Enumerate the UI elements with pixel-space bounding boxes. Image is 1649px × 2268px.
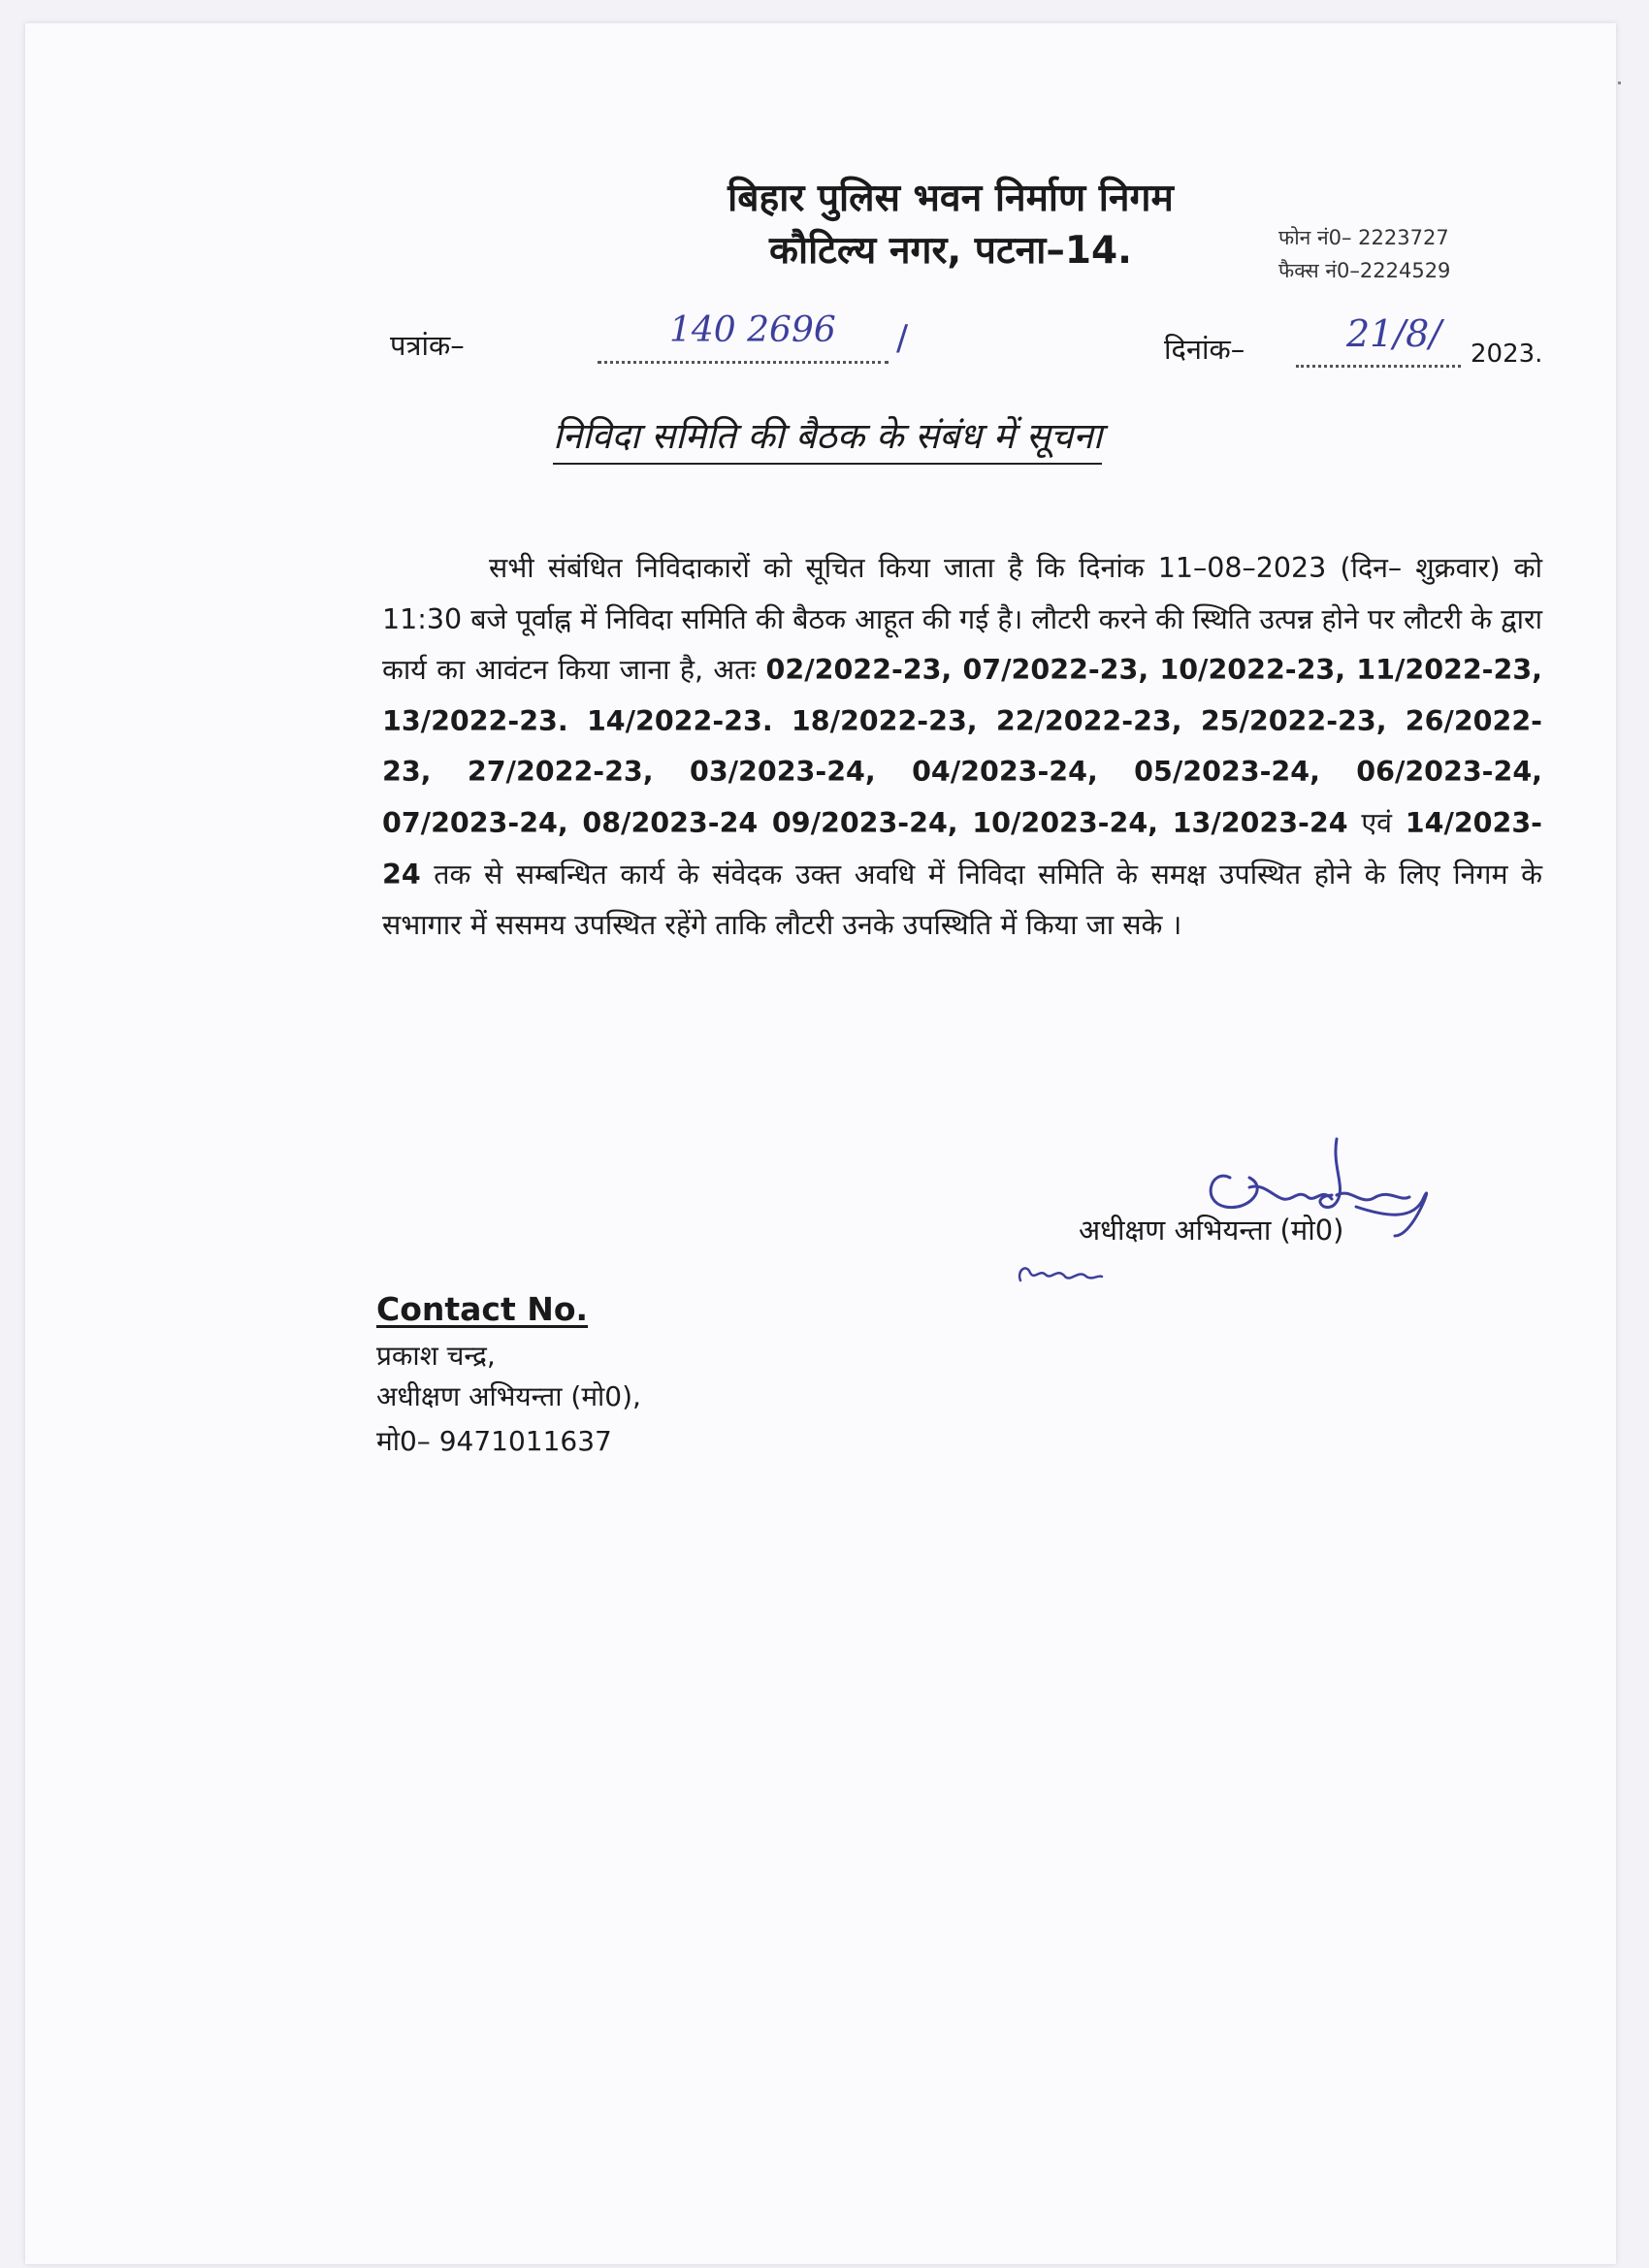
body-closing: तक से सम्बन्धित कार्य के संवेदक उक्त अवधि में निविदा समिति के समक्ष उपस्थित होने के लिए निगम के सभागार में ससमय उपस्थित रहेंगे ताकि लौटरी उनके उपस्थिति में किया जा सके । [382,858,1543,942]
contact-mobile: मो0– 9471011637 [376,1425,612,1457]
contact-name: प्रकाश चन्द्र, [376,1340,496,1372]
organization-header [621,173,1280,277]
reference-slash: / [896,318,909,358]
organization-name: बिहार पुलिस भवन निर्माण निगम [728,177,1174,220]
contact-designation: अधीक्षण अभियन्ता (मो0), [376,1380,641,1412]
signatory-designation: अधीक्षण अभियन्ता (मो0) [1079,1214,1344,1247]
fax-number: फैक्स नं0–2224529 [1278,259,1451,282]
office-contact-block [1278,221,1450,287]
date-label: दिनांक– [1164,333,1245,366]
notice-body [382,543,1542,952]
date-year: 2023. [1471,340,1543,369]
tender-number-list: 02/2022-23, 07/2022-23, 10/2022-23, 11/2022-23, 13/2022-23. 14/2022-23. 18/2022-23, 22/2022-23, 25/2022-23, 26/2022-23, 27/2022-23, 03/2023-24, 04/2023-24, 05/2023-24, 06/2023-24, 07/2023-24, 08/2023-24 09/2023-24, 10/2023-24, 13/2023-24 [382,654,1542,839]
last-tender-number: 14/2023-24 [382,806,1543,891]
date-handwritten: 21/8/ [1346,312,1442,355]
organization-address: कौटिल्य नगर, पटना–14. [769,229,1132,273]
initial-scrawl [1013,1251,1106,1290]
scan-speck [1618,81,1621,84]
contact-heading: Contact No. [376,1290,589,1328]
phone-number: फोन नं0– 2223727 [1278,226,1449,249]
reference-number-handwritten: 140 2696 [669,310,836,350]
notice-title: निविदा समिति की बैठक के संबंध में सूचना [553,409,1102,465]
body-intro: सभी संबंधित निविदाकारों को सूचित किया जाता है कि दिनांक 11–08–2023 (दिन– शुक्रवार) को 11:30 बजे पूर्वाह्न में निविदा समिति की बैठक आहूत की गई है। लौटरी करने की स्थिति उत्पन्न होने पर लौटरी के द्वारा कार्य का आवंटन किया जाना है, अतः [382,552,1542,687]
reference-label: पत्रांक– [390,329,465,362]
body-conjunction: एवं [1361,806,1392,839]
